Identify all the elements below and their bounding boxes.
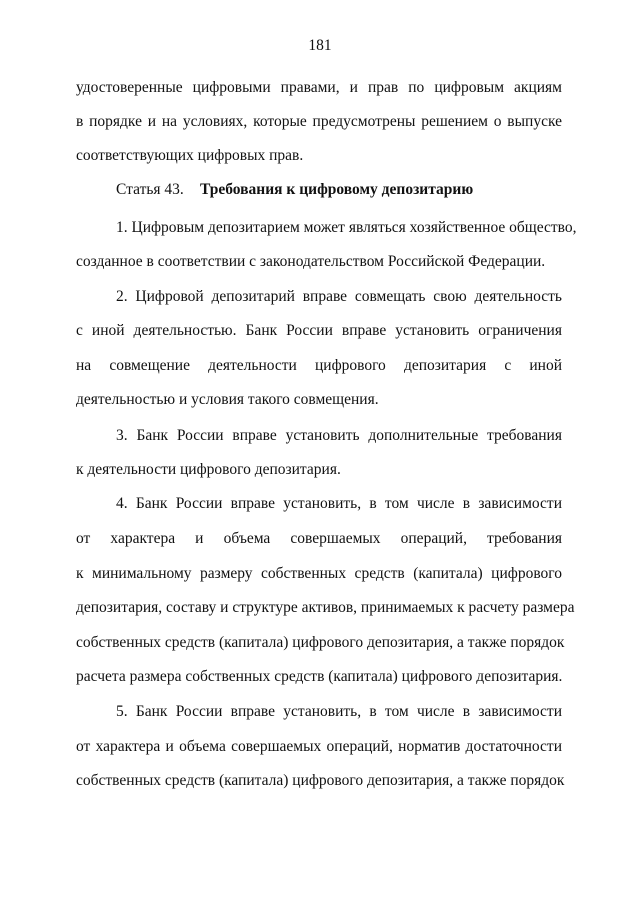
text-line: в порядке и на условиях, которые предусмотрены решением о выпуске [76,113,562,130]
article-number: Статья 43. [116,181,184,198]
text-line: 2. Цифровой депозитарий вправе совмещать свою деятельность [116,288,562,305]
page-number: 181 [308,37,332,54]
text-line: от характера и объема совершаемых операций, требования [76,530,562,547]
text-line: расчета размера собственных средств (капитала) цифрового депозитария. [76,668,563,685]
text-line: созданное в соответствии с законодательством Российской Федерации. [76,253,546,270]
text-line: с иной деятельностью. Банк России вправе установить ограничения [76,322,562,339]
text-line: к минимальному размеру собственных средств (капитала) цифрового [76,565,562,582]
text-line: депозитария, составу и структуре активов, принимаемых к расчету размера [76,599,575,616]
text-line: на совмещение деятельности цифрового депозитария с иной [76,357,562,374]
text-line: собственных средств (капитала) цифрового депозитария, а также порядок [76,634,565,651]
text-line: 4. Банк России вправе установить, в том числе в зависимости [116,495,562,512]
text-line: к деятельности цифрового депозитария. [76,461,341,478]
text-line: удостоверенные цифровыми правами, и прав по цифровым акциям [76,79,562,96]
text-line: 3. Банк России вправе установить дополнительные требования [116,427,562,444]
text-line: от характера и объема совершаемых операций, норматив достаточности [76,738,562,755]
text-line: 5. Банк России вправе установить, в том числе в зависимости [116,703,562,720]
article-title: Требования к цифровому депозитарию [200,181,474,198]
text-line: соответствующих цифровых прав. [76,147,304,164]
text-line: деятельностью и условия такого совмещения. [76,391,379,408]
text-line: собственных средств (капитала) цифрового депозитария, а также порядок [76,772,565,789]
text-line: 1. Цифровым депозитарием может являться хозяйственное общество, [116,219,577,236]
article-heading [116,180,473,200]
